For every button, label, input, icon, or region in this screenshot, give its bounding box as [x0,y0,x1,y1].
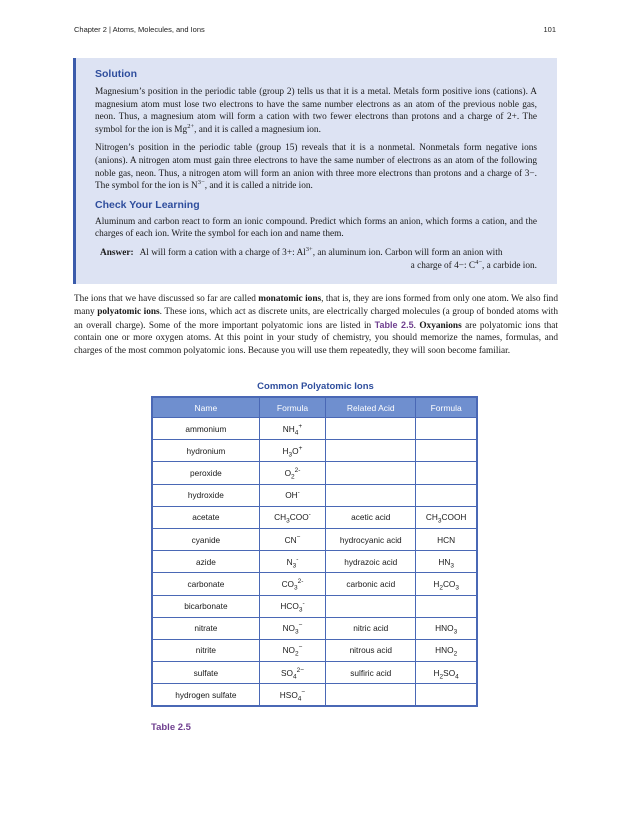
formula-subscript: 2 [291,473,295,481]
ion-formula-cell [259,440,325,462]
solution-text: , and it is called a nitride ion. [204,181,313,192]
formula-charge: - [308,511,311,519]
related-acid-cell [326,418,416,440]
formula-base: HSO [279,689,298,700]
answer-text: , a carbide ion. [482,260,537,271]
body-text: The ions that we have discussed so far are called [74,294,259,304]
table-caption: Table 2.5 [151,722,191,733]
formula-base: NH [282,423,295,434]
table-row [152,440,477,462]
formula-tail: O [292,445,299,456]
answer-block [95,247,537,272]
formula-subscript: 3 [294,584,298,592]
ion-formula-cell [259,551,325,573]
answer-text: Al will form a cation with a charge of 3+: Al [139,247,306,258]
answer-line [95,247,537,260]
acid-formula-base: HNO [435,623,454,634]
formula-base: HCO [280,601,299,612]
ion-formula-cell [259,639,325,661]
table-row [152,551,477,573]
table-row [152,662,477,684]
table-row [152,418,477,440]
related-acid-cell [326,440,416,462]
ion-formula-cell [259,684,325,707]
term-oxyanions: Oxyanions [419,320,462,331]
acid-formula-cell [416,662,477,684]
formula-charge: - [302,600,305,608]
acid-formula-subscript: 3 [450,562,454,570]
body-text: , that is, they are ions formed from only one atom. We also find many [74,294,558,317]
acid-formula-base: HNO [435,645,454,656]
solution-paragraph-magnesium [95,86,537,136]
formula-subscript: 4 [294,429,299,437]
ion-name-cell: bicarbonate [152,595,259,617]
formula-subscript: 3 [295,628,299,636]
answer-text: , an aluminum ion. Carbon will form an anion with [312,247,503,258]
related-acid-cell [326,484,416,506]
formula-subscript: 3 [292,562,297,570]
page-number: 101 [543,25,556,34]
acid-formula-cell [416,484,477,506]
acid-formula-cell [416,639,477,661]
answer-text: a charge of 4−: C [410,260,476,271]
acid-formula-cell [416,528,477,550]
formula-base: NO [282,645,296,656]
acid-formula-base: CH [425,512,438,523]
formula-charge: + [298,445,303,453]
formula-charge: − [298,644,303,652]
acid-formula-cell [416,617,477,639]
table-reference-link[interactable]: Table 2.5 [374,319,414,330]
charge-superscript: 3+ [305,245,313,253]
header-formula: Formula [259,397,325,418]
solution-paragraph-nitrogen [95,142,537,192]
charge-superscript: 3− [197,179,205,187]
table-row [152,595,477,617]
ion-formula-cell [259,617,325,639]
solution-text: , and it is called a magnesium ion. [194,124,321,135]
page-header [74,25,556,34]
table-header-row [152,397,477,418]
ion-formula-cell [259,662,325,684]
solution-text: Magnesium’s position in the periodic table (group 2) tells us that it is a metal. Metals form positive ions (cations). A magnesium atom must lose two electrons to have the same number electrons as an atom of the previous noble gas, neon. Thus, a magnesium atom will form a cation with two fewer electrons than protons and a charge of 2+. The symbol for the ion is Mg [95,87,537,135]
formula-base: SO [280,667,293,678]
formula-subscript: 3 [298,606,303,614]
formula-base: OH [285,490,298,501]
formula-charge: 2- [294,467,301,475]
example-solution-box [73,58,557,284]
acid-formula-cell [416,595,477,617]
related-acid-cell: nitrous acid [326,639,416,661]
formula-charge: − [301,689,306,697]
formula-charge: 2- [297,578,304,586]
acid-formula-base: HCN [437,534,456,545]
formula-subscript: 3 [286,518,290,525]
ion-formula-cell [259,418,325,440]
formula-charge: 2− [296,666,305,674]
related-acid-cell: hydrocyanic acid [326,528,416,550]
solution-text: Nitrogen’s position in the periodic table (group 15) reveals that it is a nonmetal. Nonmetals form negative ions (anions). A nitrogen atom must gain three electrons to have the same number of electrons as an atom of the following noble gas, neon. Thus, a nitrogen atom will form an anion with three more electrons than protons and a charge of 3−. The symbol for the ion is N [95,143,537,192]
header-related-acid: Related Acid [326,397,416,418]
table-row [152,484,477,506]
table-row [152,639,477,661]
acid-formula-cell [416,573,477,595]
ion-name-cell: nitrate [152,617,259,639]
header-name: Name [152,397,259,418]
table-row [152,528,477,550]
polyatomic-ions-table [151,396,478,707]
table-row [152,684,477,707]
term-polyatomic-ions: polyatomic ions [97,306,160,317]
related-acid-cell [326,462,416,484]
ion-name-cell: azide [152,551,259,573]
formula-base: NO [282,623,296,634]
acid-formula-tail: CO [442,578,456,589]
formula-tail: COO [289,512,309,523]
check-your-learning-heading: Check Your Learning [95,198,200,211]
related-acid-cell: acetic acid [326,506,416,528]
ion-name-cell: hydrogen sulfate [152,684,259,707]
ion-name-cell: hydronium [152,440,259,462]
chapter-title: Chapter 2 | Atoms, Molecules, and Ions [74,25,205,34]
answer-label: Answer: [100,247,134,258]
formula-subscript: 4 [292,673,297,681]
formula-subscript: 3 [288,451,293,459]
acid-formula-tail: COOH [441,512,467,523]
ion-formula-cell [259,462,325,484]
acid-formula-base: H [433,667,440,678]
formula-charge: − [298,622,303,630]
header-acid-formula: Formula [416,397,477,418]
formula-base: CO [281,578,295,589]
formula-base: CH [274,512,287,523]
related-acid-cell: hydrazoic acid [326,551,416,573]
acid-formula-base: H [433,578,440,589]
table-row [152,617,477,639]
acid-formula-cell [416,551,477,573]
ion-name-cell: cyanide [152,528,259,550]
table-row [152,506,477,528]
formula-base: N [286,556,293,567]
ion-name-cell: peroxide [152,462,259,484]
acid-formula-subscript: 3 [455,584,460,592]
ion-name-cell: nitrite [152,639,259,661]
body-paragraph [74,293,558,358]
related-acid-cell: carbonic acid [326,573,416,595]
check-question: Aluminum and carbon react to form an ionic compound. Predict which forms an anion, which forms a cation, and the charges of each ion. Write the symbol for each ion and name them. [95,216,537,240]
formula-charge: − [296,533,301,541]
term-monatomic-ions: monatomic ions [258,294,322,304]
formula-subscript: 4 [297,695,302,703]
acid-formula-base: HN [438,556,451,567]
ion-formula-cell [259,484,325,506]
formula-charge: - [297,489,300,497]
ion-name-cell: sulfate [152,662,259,684]
acid-formula-subscript: 3 [453,628,458,636]
acid-formula-cell [416,440,477,462]
acid-formula-cell [416,506,477,528]
formula-subscript: 2 [295,651,299,659]
formula-charge: + [298,422,303,430]
body-text: . [413,320,420,331]
related-acid-cell [326,684,416,707]
table-row [152,462,477,484]
acid-formula-subscript: 2 [439,673,444,681]
acid-formula-cell [416,462,477,484]
ion-formula-cell [259,573,325,595]
related-acid-cell [326,595,416,617]
ion-name-cell: acetate [152,506,259,528]
formula-base: O [284,467,292,478]
table-row [152,573,477,595]
acid-formula-tail: SO [443,667,456,678]
acid-formula-cell [416,418,477,440]
acid-formula-subscript: 2 [439,584,443,592]
acid-formula-subscript: 4 [455,673,459,681]
table-title: Common Polyatomic Ions [257,381,374,392]
ion-formula-cell [259,595,325,617]
body-text: . These ions, which act as discrete units, are electrically charged molecules (a group of bonded atoms with an overall charge). Some of the more important polyatomic ions are listed in [74,306,558,331]
answer-line [95,260,537,273]
acid-formula-subscript: 3 [437,518,442,525]
acid-formula-cell [416,684,477,707]
charge-superscript: 2+ [187,122,195,130]
ion-name-cell: ammonium [152,418,259,440]
charge-superscript: 4− [475,258,483,266]
solution-heading: Solution [95,68,137,80]
formula-base: H [282,445,289,456]
formula-base: CN [284,534,297,545]
related-acid-cell: nitric acid [326,617,416,639]
related-acid-cell: sulfiric acid [326,662,416,684]
ion-formula-cell [259,528,325,550]
ion-formula-cell [259,506,325,528]
ion-name-cell: carbonate [152,573,259,595]
body-text: are polyatomic ions that contain one or more oxygen atoms. At this point in your study of chemistry, you should memorize the names, formulas, and charges of the most common polyatomic ions. Because you will use them repeatedly, they will soon become familiar. [74,320,558,357]
acid-formula-subscript: 2 [453,651,458,659]
formula-charge: - [296,555,299,563]
ion-name-cell: hydroxide [152,484,259,506]
